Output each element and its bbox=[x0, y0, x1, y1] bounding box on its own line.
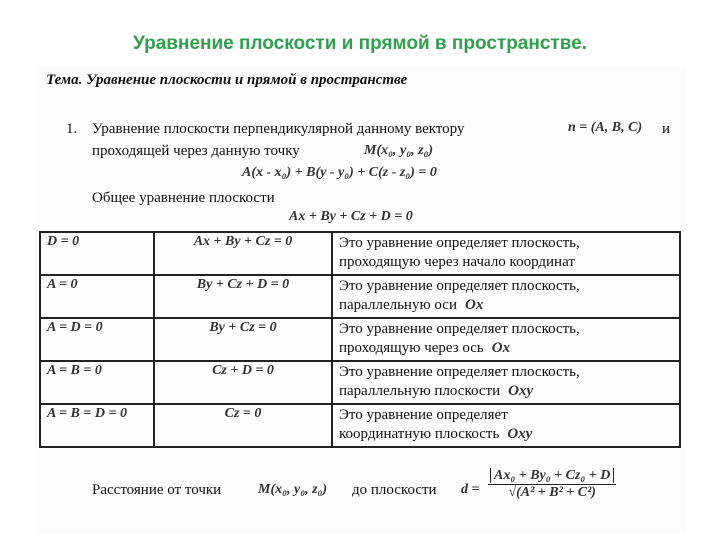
axis-label: Ox bbox=[464, 297, 484, 313]
axis-label: Oxy bbox=[508, 383, 534, 399]
distance-denominator: √(A² + B² + C²) bbox=[508, 485, 596, 500]
topic-heading: Тема. Уравнение плоскости и прямой в пространстве bbox=[46, 72, 408, 88]
general-equation-label: Общее уравнение плоскости bbox=[92, 190, 275, 206]
vector-formula: n = (A, B, C) bbox=[568, 120, 643, 135]
description-cell bbox=[332, 361, 680, 404]
description-line-2 bbox=[339, 382, 673, 401]
table-row bbox=[40, 232, 680, 275]
item-number: 1. bbox=[66, 121, 78, 137]
item-line-1: Уравнение плоскости перпендикулярной данному вектору bbox=[92, 121, 465, 137]
equation-cell: Cz + D = 0 bbox=[154, 361, 332, 404]
description-cell bbox=[332, 318, 680, 361]
description-cell bbox=[332, 275, 680, 318]
general-equation: Ax + By + Cz + D = 0 bbox=[289, 209, 413, 224]
description-line-1: Это уравнение определяет bbox=[339, 407, 508, 423]
description-line-1: Это уравнение определяет плоскость, bbox=[339, 235, 580, 251]
description-line-2 bbox=[339, 296, 673, 315]
description-cell bbox=[332, 404, 680, 447]
item-line-1-end: и bbox=[662, 121, 671, 137]
description-line-2-text: проходящую через ось bbox=[339, 340, 484, 356]
document-image bbox=[36, 66, 686, 534]
description-line-1: Это уравнение определяет плоскость, bbox=[339, 278, 580, 294]
description-line-2-text: координатную плоскость bbox=[339, 426, 500, 442]
distance-fraction bbox=[488, 468, 616, 501]
condition-cell: A = D = 0 bbox=[40, 318, 154, 361]
table-row bbox=[40, 361, 680, 404]
description-line-2 bbox=[339, 253, 673, 272]
distance-lhs: d = bbox=[461, 482, 480, 497]
equation-cell: By + Cz + D = 0 bbox=[154, 275, 332, 318]
table-row bbox=[40, 318, 680, 361]
description-cell bbox=[332, 232, 680, 275]
description-line-1: Это уравнение определяет плоскость, bbox=[339, 321, 580, 337]
distance-numerator: Ax₀ + By₀ + Cz₀ + D bbox=[490, 468, 614, 483]
equation-cell: Cz = 0 bbox=[154, 404, 332, 447]
axis-label: Oxy bbox=[507, 426, 533, 442]
description-line-1: Это уравнение определяет плоскость, bbox=[339, 364, 580, 380]
condition-cell: A = B = D = 0 bbox=[40, 404, 154, 447]
equation-cell: Ax + By + Cz = 0 bbox=[154, 232, 332, 275]
item-line-2: проходящей через данную точку bbox=[92, 143, 300, 159]
equation-cell: By + Cz = 0 bbox=[154, 318, 332, 361]
description-line-2-text: параллельную оси bbox=[339, 297, 457, 313]
page-title: Уравнение плоскости и прямой в пространстве. bbox=[133, 33, 587, 54]
distance-label-1: Расстояние от точки bbox=[92, 482, 222, 498]
description-line-2 bbox=[339, 339, 673, 358]
condition-cell: D = 0 bbox=[40, 232, 154, 275]
table-row bbox=[40, 275, 680, 318]
point-formula: M(x₀, y₀, z₀) bbox=[364, 143, 434, 158]
distance-label-2: до плоскости bbox=[352, 482, 437, 498]
description-line-2-text: параллельную плоскости bbox=[339, 383, 501, 399]
description-line-2-text: проходящую через начало координат bbox=[339, 254, 575, 270]
point-normal-equation: A(x - x₀) + B(y - y₀) + C(z - z₀) = 0 bbox=[242, 165, 437, 180]
condition-cell: A = 0 bbox=[40, 275, 154, 318]
plane-cases-table bbox=[39, 231, 681, 448]
axis-label: Ox bbox=[491, 340, 511, 356]
distance-point: M(x₀, y₀, z₀) bbox=[258, 482, 328, 497]
description-line-2 bbox=[339, 425, 673, 444]
condition-cell: A = B = 0 bbox=[40, 361, 154, 404]
table-row bbox=[40, 404, 680, 447]
